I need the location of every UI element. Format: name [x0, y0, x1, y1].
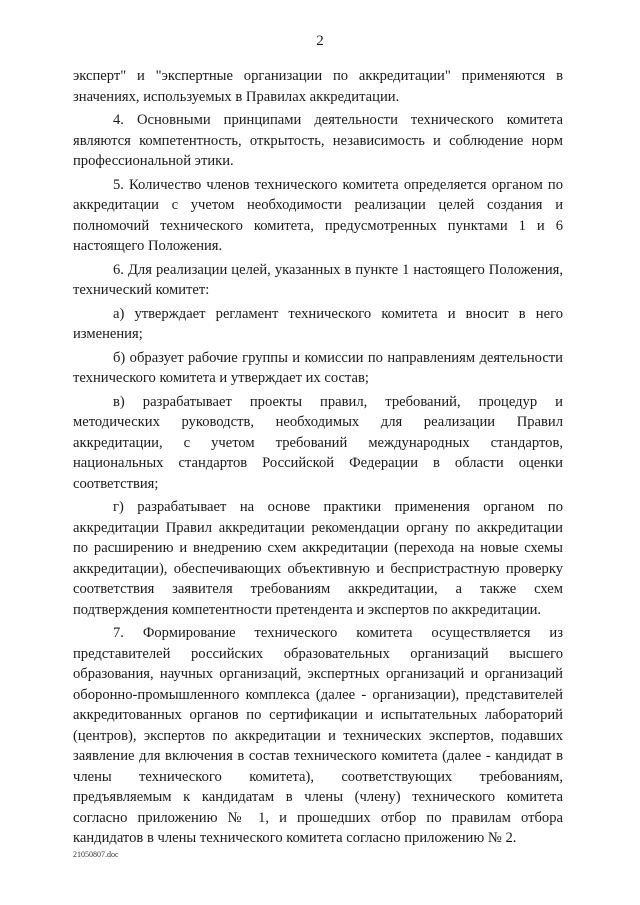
page-number: 2 [316, 33, 324, 49]
footer-document-code: 21050807.doc [73, 850, 119, 859]
paragraph-6-b: б) образует рабочие группы и комиссии по направлениям деятельности технического комитета и утверждает их состав; [73, 349, 563, 386]
paragraph-6: 6. Для реализации целей, указанных в пункте 1 настоящего Положения, технический комитет: [73, 261, 563, 298]
paragraph-7: 7. Формирование технического комитета осуществляется из представителей российских образовательных организаций высшего образования, научных организаций, экспертных организаций и организаций оборонно-промышленного комплекса (далее - организации), представителей аккредитованных органов по сертификации и испытательных лабораторий (центров), экспертов по аккредитации и технических экспертов, подавших заявление для включения в состав технического комитета (далее - кандидат в члены технического комитета), соответствующих требованиям, предъявляемым к кандидатам в члены (члену) технического комитета согласно приложению № 1, и прошедших отбор по правилам отбора кандидатов в члены технического комитета согласно приложению № 2. [73, 625, 563, 846]
paragraph-5: 5. Количество членов технического комитета определяется органом по аккредитации с учетом необходимости реализации целей создания и полномочий технического комитета, предусмотренных пунктами 1 и 6 настоящего Положения. [73, 176, 563, 254]
paragraph-4: 4. Основными принципами деятельности технического комитета являются компетентность, открытость, независимость и соблюдение норм профессиональной этики. [73, 112, 563, 169]
document-body [73, 66, 563, 852]
paragraph-6-g: г) разрабатывает на основе практики применения органом по аккредитации Правил аккредитации рекомендации органу по аккредитации по расширению и внедрению схем аккредитации (перехода на новые схемы аккредитации), обеспечивающих объективную и беспристрастную проверку соответствия заявителя требованиям аккредитации, а также схем подтверждения компетентности претендента и экспертов по аккредитации. [73, 499, 563, 618]
paragraph-6-v: в) разрабатывает проекты правил, требований, процедур и методических руководств, необходимых для реализации Правил аккредитации, с учетом требований международных стандартов, национальных стандартов Российской Федерации в области оценки соответствия; [73, 393, 563, 492]
paragraph-6-a: а) утверждает регламент технического комитета и вносит в него изменения; [73, 305, 563, 342]
paragraph-continuation: эксперт" и "экспертные организации по аккредитации" применяются в значениях, используемых в Правилах аккредитации. [73, 68, 563, 105]
